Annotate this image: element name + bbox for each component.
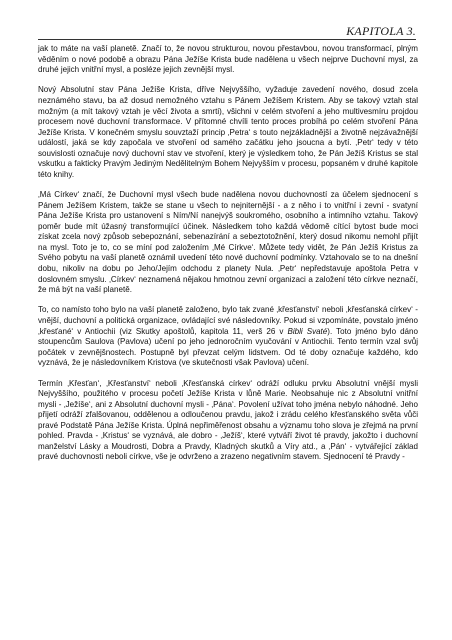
paragraph-text: ‚Má Církev‘ značí, že Duchovní mysl všech bude nadělena novou duchovností za účelem sjednocení s Pánem Ježíšem Kristem, takže se stane u všech to nejniternější - a z něho i to vnitřní i zevní - svatyní Pána Ježíše Krista pro ustanovení s Ním/Ní nanejvýš soukromého, osobního a intimního vztahu. Takový poměr bude mít úžasný transformující účinek. Následkem toho každá vědomě cítící bytost bude moci získat zcela nový způsob sebepoznání, sebenazírání a sebeztotožnění, který dosud nikomu nemohl přijít na mysl. Toto je to, co se míní pod založením ‚Mé Církve‘. Můžete tedy vidět, že Pán Ježíš Kristus za Svého pobytu na vaší planetě oznámil uvedení této nové duchovní podmínky. Vztahovalo se to na dnešní dobu, nikoliv na dobu po Jeho/Jejím odchodu z planety Nula. ‚Petr‘ nepředstavuje apoštola Petra v doslovném smyslu. ‚Církev‘ neznamená nějakou hmotnou zevní organizaci a založení této církve neznačí, že má být na vaší planetě. bbox=[38, 190, 418, 295]
header-divider bbox=[38, 39, 416, 40]
emphasized-text: Bibli Svaté bbox=[287, 326, 328, 336]
body-paragraph bbox=[38, 190, 418, 295]
body-paragraph bbox=[38, 305, 418, 368]
body-paragraph bbox=[38, 379, 418, 463]
paragraph-text: Termín ‚Křesťan‘, ‚Křesťanství‘ neboli ‚Křesťanská církev‘ odráží odluku prvku Absolutní vnější mysli Nejvyššího, použitého v procesu početí Ježíše Krista v lůně Marie. Neobsahuje nic z Absolutní vnitřní mysli - ‚Ježíše‘, ani z Absolutní duchovní mysli - ‚Pána‘. Povolení užívat toho jména nebylo náhodné. Jeho přijetí odráží zfalšovanou, oddělenou a odloučenou pravdu, jakož i zrádu celého křesťanského světa vůči pravé Podstatě Pána Ježíše Krista. Úplná nepřiměřenost obsahu a významu toho slova je zřejmá na první pohled. Pravda - ‚Kristus‘ se vyznává, ale dobro - ‚Ježíš‘, které vytváří život té pravdy, jakožto i duchovní manželství Lásky a Moudrosti, Dobra a Pravdy, Kladných skutků a Víry atd., a ‚Pán‘ - vytvářející základ pravé duchovnosti neboli církve, vše je odvrženo a zrazeno negativním stavem. Sjednocení té Pravdy - bbox=[38, 378, 418, 462]
paragraph-text: Nový Absolutní stav Pána Ježíše Krista, dříve Nejvyššího, vyžaduje zavedení nového, dosud zcela neznámého stavu, ba až dosud nemožného vztahu s Pánem Ježíšem Kristem. Aby se takový vztah stal možným (a mít takový vztah je věcí života a smrti), všichni v celém stvoření a jeho multivesmíru projdou procesem nové duchovní transformace. V přítomné chvíli tento proces probíhá po celém stvoření Pána Ježíše Krista. V konečném smyslu souvztaží princip ‚Petra‘ s touto nejzákladnější a životně nejzávažnější událostí, jaká se kdy započala ve stvoření od samého začátku jeho jsoucna a bytí. ‚Petr‘ tedy v této souvislosti označuje nový duchovní stav ve stvoření, který je výsledkem toho, že Pán Ježíš Kristus se stal vskutku a fakticky Pravým Jediným Nedělitelným Bohem Nejvyšším v procesu, popsaném v druhé kapitole této knihy. bbox=[38, 85, 418, 179]
paragraph-text: jak to máte na vaší planetě. Značí to, že novou strukturou, novou přestavbou, novou transformací, plným věděním o nové podobě a obrazu Pána Ježíše Krista bude nadělena u všech nejprve Duchovní mysl, za druhé jejich vnitřní mysl, a posléze jejich zevnější mysl. bbox=[38, 44, 418, 75]
page-body bbox=[38, 44, 418, 463]
paragraph-text: To, co namísto toho bylo na vaší planetě založeno, bylo tak zvané ‚křesťanství‘ neboli ‚křesťanská církev‘ - vnější, duchovní a politická organizace, ovládající své následovníky. Pokud si vzpomínáte, povstalo jméno ‚křesťané‘ v Antiochii (viz Skutky apoštolů, kapitola 11, verš 26 v bbox=[38, 305, 418, 336]
body-paragraph bbox=[38, 85, 418, 180]
paragraph-text: ). Toto jméno bylo dáno stoupencům Saulova (Pavlova) učení po jeho jednoročním vyučování v Antiochii. Tento termín vzal svůj počátek v zevnějšnostech. Postupně byl převzat celým lidstvem. Od té doby označuje každého, kdo vyznává, že je následovníkem Kristova (ve skutečnosti však Pavlova) učení. bbox=[38, 326, 418, 368]
chapter-heading: KAPITOLA 3. bbox=[346, 24, 416, 38]
body-paragraph bbox=[38, 44, 418, 76]
